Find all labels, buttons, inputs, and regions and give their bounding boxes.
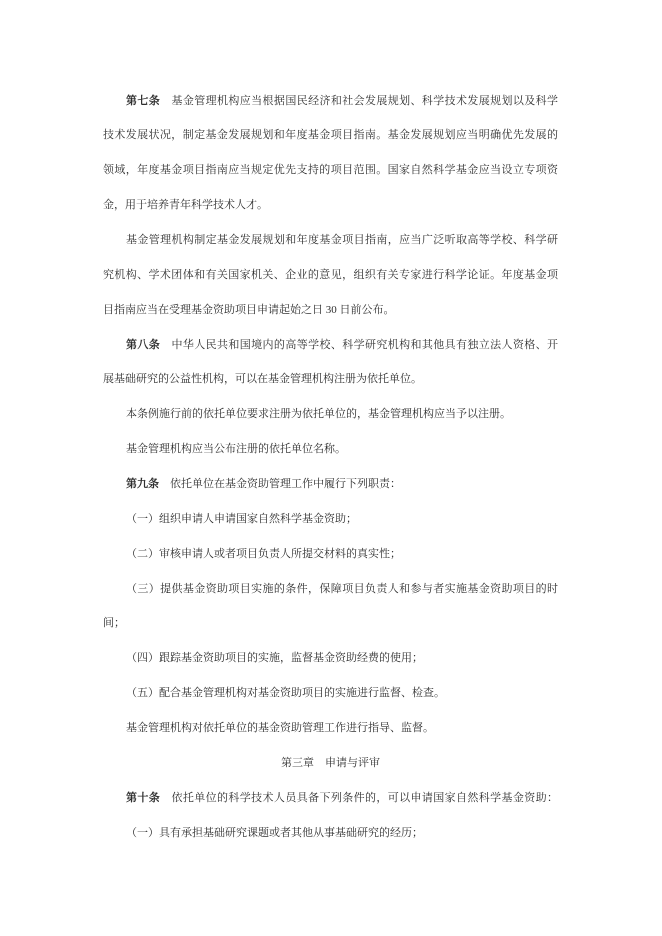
- line-text: 基金管理机构对依托单位的基金资助管理工作进行指导、监督。: [126, 721, 434, 734]
- line-text: （四）跟踪基金资助项目的实施，监督基金资助经费的使用；: [126, 652, 423, 665]
- line-text: 中华人民共和国境内的高等学校、科学研究机构和其他具有独立法人资格、开: [171, 338, 559, 351]
- document-line: [103, 572, 558, 607]
- line-text: （五）配合基金管理机构对基金资助项目的实施进行监督、检查。: [126, 687, 445, 700]
- line-text: 本条例施行前的依托单位要求注册为依托单位的，基金管理机构应当予以注册。: [126, 408, 511, 421]
- document-line: [103, 816, 558, 851]
- document-line: [103, 397, 558, 432]
- article-number: 第十条: [126, 791, 161, 804]
- document-line: [103, 537, 558, 572]
- document-line: [103, 188, 558, 223]
- document-line: [103, 362, 558, 397]
- document-line: [103, 118, 558, 153]
- line-text: 金，用于培养青年科学技术人才。: [103, 199, 268, 212]
- document-line: [103, 293, 558, 328]
- document-line: [103, 711, 558, 746]
- document-line: [103, 153, 558, 188]
- document-body: [103, 84, 558, 851]
- line-text: 依托单位在基金资助管理工作中履行下列职责：: [170, 477, 401, 490]
- article-number: 第七条: [126, 94, 161, 107]
- chapter-heading: [103, 746, 558, 781]
- line-text: 技术发展状况，制定基金发展规划和年度基金项目指南。基金发展规划应当明确优先发展的: [103, 129, 558, 142]
- document-line: [103, 432, 558, 467]
- article-number: 第八条: [126, 338, 161, 351]
- line-text: （三）提供基金资助项目实施的条件，保障项目负责人和参与者实施基金资助项目的时: [126, 582, 558, 595]
- article-line: [103, 328, 558, 363]
- document-line: [103, 502, 558, 537]
- line-text: 第三章 申请与评审: [281, 756, 380, 769]
- line-text: 基金管理机构应当根据国民经济和社会发展规划、科学技术发展规划以及科学: [171, 94, 559, 107]
- line-text: 究机构、学术团体和有关国家机关、企业的意见，组织有关专家进行科学论证。年度基金项: [103, 268, 558, 281]
- document-line: [103, 223, 558, 258]
- article-line: [103, 781, 558, 816]
- document-line: [103, 641, 558, 676]
- article-line: [103, 467, 558, 502]
- article-line: [103, 84, 558, 119]
- line-text: 基金管理机构应当公布注册的依托单位名称。: [126, 443, 346, 456]
- line-text: （一）组织申请人申请国家自然科学基金资助；: [126, 512, 357, 525]
- line-text: （一）具有承担基础研究课题或者其他从事基础研究的经历；: [126, 826, 423, 839]
- line-text: 展基础研究的公益性机构，可以在基金管理机构注册为依托单位。: [103, 373, 422, 386]
- document-line: [103, 606, 558, 641]
- line-text: 基金管理机构制定基金发展规划和年度基金项目指南，应当广泛听取高等学校、科学研: [126, 233, 558, 246]
- line-text: 间；: [103, 617, 125, 630]
- line-text: 依托单位的科学技术人员具备下列条件的，可以申请国家自然科学基金资助：: [171, 791, 559, 804]
- document-line: [103, 258, 558, 293]
- line-text: （二）审核申请人或者项目负责人所提交材料的真实性；: [126, 547, 401, 560]
- article-number: 第九条: [126, 477, 159, 490]
- line-text: 目指南应当在受理基金资助项目申请起始之日 30 日前公布。: [103, 303, 395, 316]
- line-text: 领域，年度基金项目指南应当规定优先支持的项目范围。国家自然科学基金应当设立专项资: [103, 164, 558, 177]
- document-line: [103, 676, 558, 711]
